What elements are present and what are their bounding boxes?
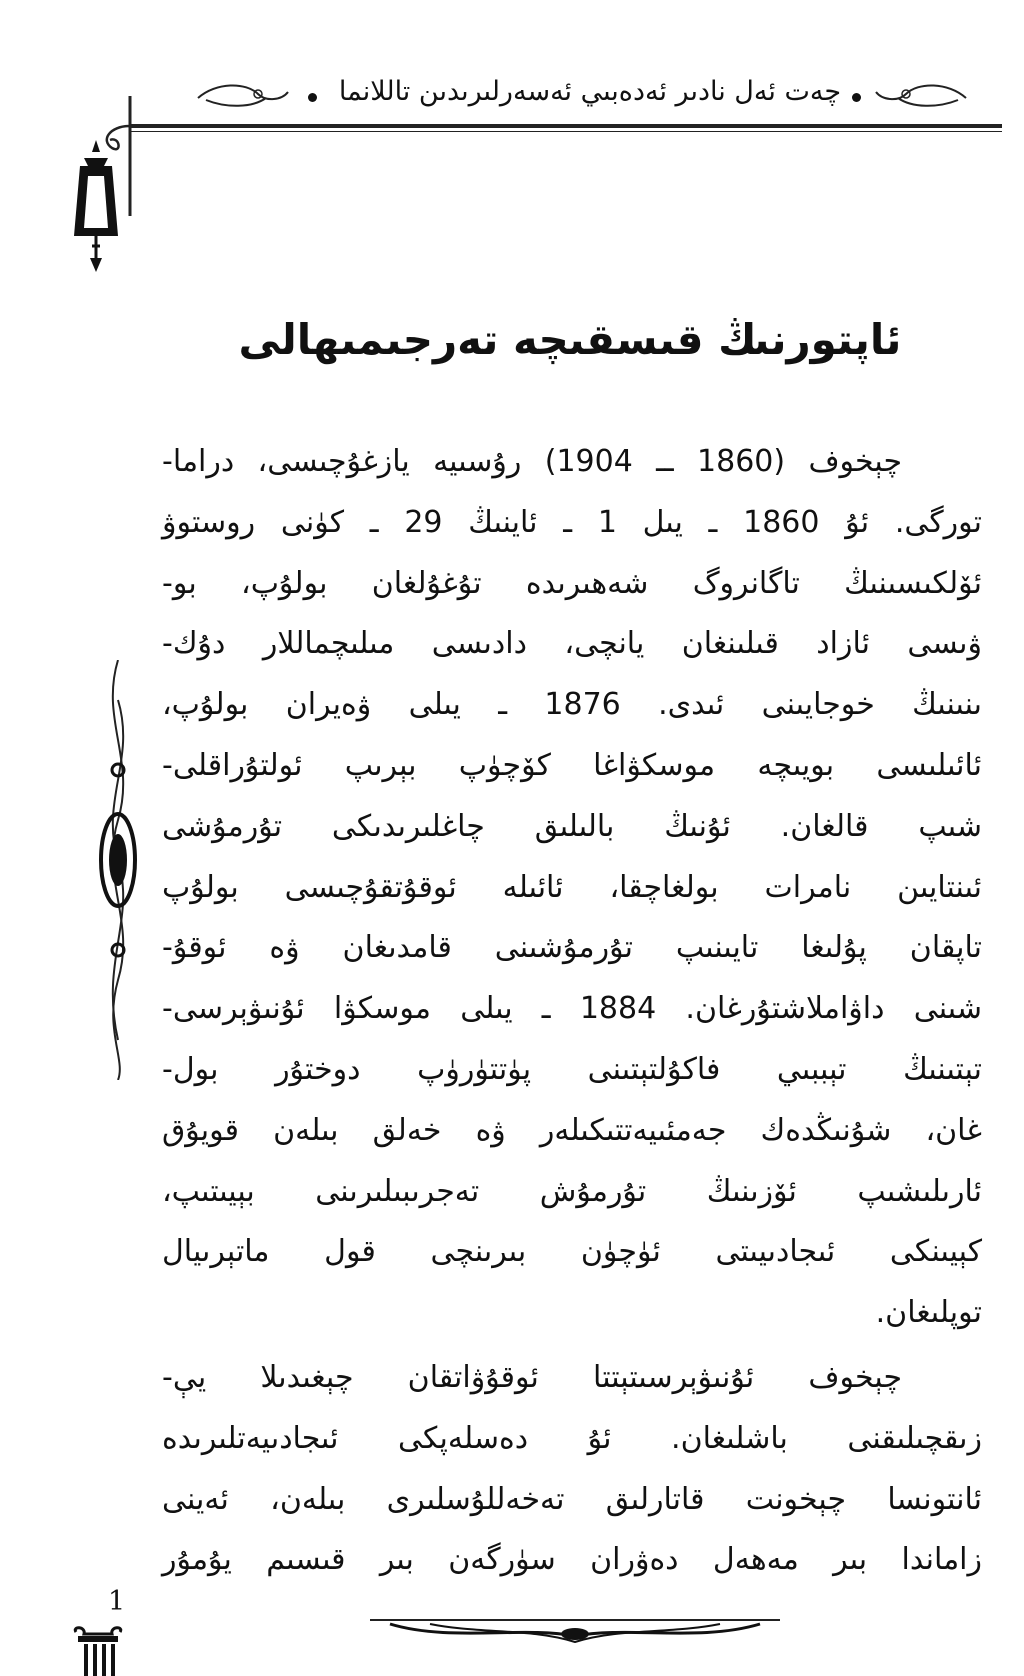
footer-ornament-icon — [370, 1612, 780, 1652]
header-flourish-left-icon — [196, 78, 292, 112]
chapter-title: ئاپتورنىڭ قىسقىچە تەرجىمىھالى — [238, 315, 902, 364]
header-bullet-icon — [308, 93, 317, 102]
text-line: ۋىسى ئازاد قىلىنغان يانچى، دادىسى مىلىچماللار دۇك- — [162, 626, 982, 662]
body-text — [162, 432, 982, 1591]
text-line: زىقچىلىقنى باشلىغان. ئۇ دەسلەپكى ئىجادىيەتلىرىدە — [162, 1420, 982, 1456]
page-number: 1 — [108, 1586, 126, 1617]
text-line: ئۆلكىسىنىڭ تاگانروگ شەھىرىدە تۇغۇلغان بولۇپ، بو- — [162, 565, 982, 601]
text-line: ئائىلىسى بويىچە موسكۋاغا كۆچۈپ بېرىپ ئولتۇراقلى- — [162, 747, 982, 783]
text-line: زاماندا بىر مەھەل دەۋران سۈرگەن بىر قىسىم يۇمۇر — [162, 1542, 982, 1578]
text-line: شىنى داۋاملاشتۇرغان. 1884 ـ يىلى موسكۋا ئۇنىۋېرسى- — [162, 991, 982, 1027]
text-line: ئارىلىشىپ ئۆزىنىڭ تۇرمۇش تەجرىبىلىرىنى بېيىتىپ، — [162, 1173, 982, 1209]
running-header: چەت ئەل نادىر ئەدەبىي ئەسەرلىرىدىن تاللانما — [338, 76, 842, 107]
paragraph — [162, 432, 982, 1344]
column-capital-icon — [72, 1626, 124, 1676]
side-ornament-icon — [96, 660, 140, 1080]
text-line: ئانتونسا چېخونت قاتارلىق تەخەللۇسلىرى بىلەن، ئەينى — [162, 1481, 982, 1517]
text-line: شىپ قالغان. ئۇنىڭ بالىلىق چاغلىرىدىكى تۇرمۇشى — [162, 808, 982, 844]
text-line: ىنىنىڭ خوجايىنى ئىدى. 1876 ـ يىلى ۋەيران بولۇپ، — [162, 687, 982, 723]
text-line: غان، شۇنىڭدەك جەمئىيەتتىكىلەر ۋە خەلق بىلەن قويۇق — [162, 1112, 982, 1148]
hanging-lamp-icon — [70, 96, 142, 276]
paragraph — [162, 1348, 982, 1591]
text-line: چېخوف ئۇنىۋېرسىتېتتا ئوقۇۋاتقان چېغىدىلا يې- — [162, 1359, 902, 1395]
text-line: تاپقان پۇلىغا تايىنىپ تۇرمۇشىنى قامدىغان ۋە ئوقۇ- — [162, 930, 982, 966]
text-line: توپلىغان. — [875, 1295, 982, 1331]
header-rule — [130, 124, 1002, 132]
text-line: چېخوف (1860 ــ 1904) رۇسىيە يازغۇچىسى، دراما- — [162, 444, 903, 479]
header-flourish-right-icon — [872, 78, 968, 112]
header-bullet-icon — [852, 93, 861, 102]
text-line: ئىنتايىن نامرات بولغاچقا، ئائىلە ئوقۇتقۇچىسى بولۇپ — [162, 869, 982, 905]
text-line: تېتىنىڭ تېببىي فاكۇلتېتىنى پۈتتۈرۈپ دوختۇر بول- — [162, 1051, 982, 1087]
text-line: كېيىنكى ئىجادىيىتى ئۈچۈن بىرىنچى قول ماتېرىيال — [162, 1234, 982, 1270]
text-line: تورگى. ئۇ 1860 ـ يىل 1 ـ ئاينىڭ 29 ـ كۈنى روستوۋ — [162, 504, 982, 540]
